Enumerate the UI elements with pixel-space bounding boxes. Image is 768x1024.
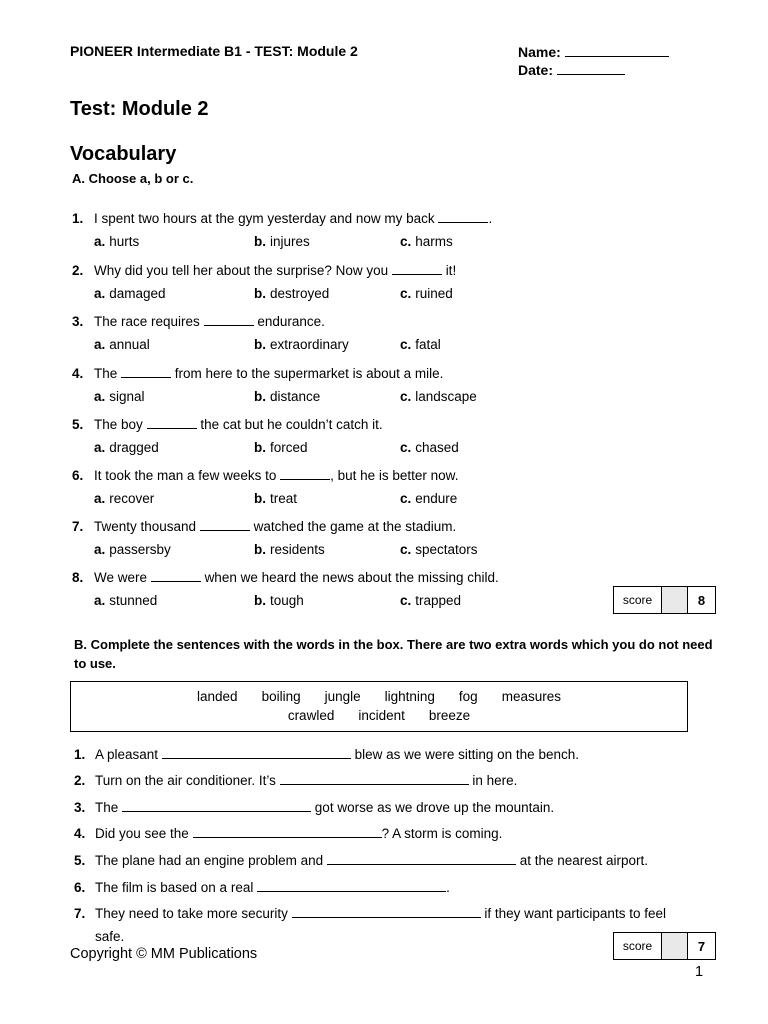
question-number: 4.	[72, 366, 84, 381]
option-letter: c.	[400, 389, 412, 404]
question-number: 6.	[72, 468, 84, 483]
sentence-text	[95, 773, 517, 788]
option-letter: c.	[400, 286, 412, 301]
option-text: extraordinary	[270, 337, 349, 352]
stem-after: from here to the supermarket is about a mile.	[174, 366, 444, 381]
score-total: 7	[697, 938, 706, 954]
score-total: 8	[697, 592, 706, 608]
answer-blank[interactable]	[122, 811, 311, 812]
sentence-text	[95, 800, 554, 815]
stem-before: I spent two hours at the gym yesterday and now my back	[94, 211, 435, 226]
stem-before: Why did you tell her about the surprise? Now you	[94, 263, 389, 278]
score-input[interactable]	[662, 587, 688, 613]
stem-after: .	[488, 211, 493, 226]
option-letter: b.	[254, 389, 266, 404]
word-fog: fog	[458, 689, 478, 704]
stem-before: We were	[94, 570, 148, 585]
sentence-text	[95, 880, 450, 895]
option-text: recover	[109, 491, 155, 506]
option-text: spectators	[415, 542, 478, 557]
option-letter: c.	[400, 593, 412, 608]
answer-blank[interactable]	[327, 864, 516, 865]
word-incident: incident	[358, 708, 405, 723]
question-stem	[94, 263, 456, 278]
copyright: Copyright © MM Publications	[70, 946, 258, 962]
answer-blank[interactable]	[257, 891, 446, 892]
sentence-continuation: safe.	[95, 929, 125, 944]
part-a-instruction: A. Choose a, b or c.	[72, 171, 194, 186]
sentence-number: 4.	[74, 826, 86, 841]
option-text: forced	[270, 440, 308, 455]
answer-blank[interactable]	[392, 274, 442, 275]
stem-before: The	[94, 366, 118, 381]
option-c[interactable]	[400, 440, 459, 455]
sentence-number: 5.	[74, 853, 86, 868]
option-text: hurts	[109, 234, 140, 249]
answer-blank[interactable]	[438, 222, 488, 223]
word-breeze: breeze	[428, 708, 471, 723]
answer-blank[interactable]	[280, 479, 330, 480]
sentence-before: The	[95, 800, 119, 815]
name-field[interactable]	[565, 56, 669, 57]
question-number: 3.	[72, 314, 84, 329]
sentence-before: Turn on the air conditioner. It’s	[95, 773, 276, 788]
section-title: Vocabulary	[70, 143, 177, 165]
option-text: trapped	[415, 593, 462, 608]
answer-blank[interactable]	[280, 784, 469, 785]
word-row-2	[71, 708, 687, 723]
question-number: 8.	[72, 570, 84, 585]
option-a[interactable]	[94, 491, 154, 506]
answer-blank[interactable]	[200, 530, 250, 531]
option-text: treat	[270, 491, 298, 506]
word-lightning: lightning	[384, 689, 435, 704]
option-letter: c.	[400, 440, 412, 455]
sentence-before: The film is based on a real	[95, 880, 254, 895]
option-text: endure	[415, 491, 458, 506]
date-line	[518, 61, 669, 79]
option-c[interactable]	[400, 234, 453, 249]
sentence-text	[95, 826, 502, 841]
option-letter: c.	[400, 542, 412, 557]
option-a[interactable]	[94, 389, 145, 404]
score-box-a	[613, 586, 716, 614]
word-box	[70, 681, 688, 732]
score-label: score	[614, 587, 662, 613]
question-stem	[94, 314, 325, 329]
answer-blank[interactable]	[292, 917, 481, 918]
part-b-instruction: B. Complete the sentences with the words in the box. There are two extra words which you do not need to use.	[74, 637, 713, 671]
option-letter: c.	[400, 234, 412, 249]
option-letter: a.	[94, 593, 106, 608]
option-a[interactable]	[94, 286, 166, 301]
option-letter: b.	[254, 286, 266, 301]
option-a[interactable]	[94, 542, 171, 557]
stem-before: It took the man a few weeks to	[94, 468, 277, 483]
option-text: ruined	[415, 286, 453, 301]
word-boiling: boiling	[261, 689, 301, 704]
question-stem	[94, 366, 443, 381]
option-letter: a.	[94, 542, 106, 557]
answer-blank[interactable]	[151, 581, 201, 582]
stem-after: the cat but he couldn’t catch it.	[200, 417, 383, 432]
sentence-number: 1.	[74, 747, 86, 762]
option-b[interactable]	[254, 337, 349, 352]
option-a[interactable]	[94, 337, 150, 352]
option-text: fatal	[415, 337, 441, 352]
stem-after: endurance.	[257, 314, 325, 329]
date-field[interactable]	[557, 74, 625, 75]
sentence-after: got worse as we drove up the mountain.	[314, 800, 555, 815]
option-letter: b.	[254, 440, 266, 455]
option-letter: c.	[400, 491, 412, 506]
name-label: Name:	[518, 44, 561, 60]
sentence-after: at the nearest airport.	[519, 853, 649, 868]
option-text: tough	[270, 593, 304, 608]
option-text: harms	[415, 234, 453, 249]
sentence-number: 3.	[74, 800, 86, 815]
course-title: PIONEER Intermediate B1 - TEST: Module 2	[70, 43, 358, 59]
sentence-before: Did you see the	[95, 826, 189, 841]
option-text: damaged	[109, 286, 166, 301]
question-number: 1.	[72, 211, 84, 226]
option-letter: b.	[254, 234, 266, 249]
score-box-b	[613, 932, 716, 960]
sentence-number: 2.	[74, 773, 86, 788]
stem-before: The race requires	[94, 314, 200, 329]
option-a[interactable]	[94, 593, 157, 608]
sentence-after: if they want participants to feel	[484, 906, 666, 921]
date-label: Date:	[518, 62, 554, 78]
option-b[interactable]	[254, 389, 320, 404]
option-c[interactable]	[400, 286, 453, 301]
option-letter: c.	[400, 337, 412, 352]
question-number: 5.	[72, 417, 84, 432]
sentence-before: They need to take more security	[95, 906, 288, 921]
option-letter: b.	[254, 542, 266, 557]
page-number: 1	[695, 964, 704, 980]
sentence-number: 7.	[74, 906, 86, 921]
question-stem	[94, 468, 458, 483]
option-text: chased	[415, 440, 459, 455]
option-a[interactable]	[94, 440, 159, 455]
name-line	[518, 43, 669, 61]
option-letter: b.	[254, 491, 266, 506]
option-c[interactable]	[400, 337, 441, 352]
score-label: score	[614, 933, 662, 959]
option-text: passersby	[109, 542, 171, 557]
option-text: distance	[270, 389, 321, 404]
sentence-before: A pleasant	[95, 747, 159, 762]
option-text: injures	[270, 234, 310, 249]
student-info	[518, 43, 669, 79]
word-landed: landed	[197, 689, 238, 704]
answer-blank[interactable]	[147, 428, 197, 429]
sentence-number: 6.	[74, 880, 86, 895]
option-text: stunned	[109, 593, 158, 608]
option-text: dragged	[109, 440, 159, 455]
sentence-text	[95, 853, 648, 868]
answer-blank[interactable]	[193, 837, 382, 838]
question-stem	[94, 417, 383, 432]
sentence-before: The plane had an engine problem and	[95, 853, 324, 868]
option-c[interactable]	[400, 491, 457, 506]
option-text: annual	[109, 337, 150, 352]
option-b[interactable]	[254, 286, 329, 301]
question-stem	[94, 570, 499, 585]
score-input[interactable]	[662, 933, 688, 959]
option-c[interactable]	[400, 389, 477, 404]
sentence-after: ? A storm is coming.	[381, 826, 503, 841]
option-letter: b.	[254, 337, 266, 352]
stem-before: The boy	[94, 417, 143, 432]
option-letter: a.	[94, 440, 106, 455]
option-b[interactable]	[254, 440, 308, 455]
option-letter: a.	[94, 337, 106, 352]
stem-after: , but he is better now.	[330, 468, 459, 483]
option-text: destroyed	[270, 286, 330, 301]
option-letter: b.	[254, 593, 266, 608]
answer-blank[interactable]	[204, 325, 254, 326]
stem-before: Twenty thousand	[94, 519, 197, 534]
option-letter: a.	[94, 286, 106, 301]
option-c[interactable]	[400, 593, 461, 608]
word-measures: measures	[501, 689, 561, 704]
question-stem	[94, 519, 456, 534]
option-letter: a.	[94, 389, 106, 404]
stem-after: watched the game at the stadium.	[253, 519, 457, 534]
question-number: 2.	[72, 263, 84, 278]
question-number: 7.	[72, 519, 84, 534]
page-title: Test: Module 2	[70, 98, 209, 120]
stem-after: it!	[445, 263, 457, 278]
option-text: residents	[270, 542, 325, 557]
sentence-text	[95, 747, 579, 762]
stem-after: when we heard the news about the missing child.	[204, 570, 499, 585]
word-jungle: jungle	[324, 689, 361, 704]
sentence-after: .	[446, 880, 450, 895]
question-stem	[94, 211, 492, 226]
sentence-text	[95, 906, 666, 921]
option-text: landscape	[415, 389, 477, 404]
option-b[interactable]	[254, 542, 325, 557]
answer-blank[interactable]	[162, 758, 351, 759]
sentence-after: blew as we were sitting on the bench.	[354, 747, 579, 762]
option-text: signal	[109, 389, 145, 404]
option-b[interactable]	[254, 234, 310, 249]
option-letter: a.	[94, 234, 106, 249]
word-crawled: crawled	[287, 708, 335, 723]
sentence-after: in here.	[472, 773, 518, 788]
answer-blank[interactable]	[121, 377, 171, 378]
option-c[interactable]	[400, 542, 478, 557]
word-row-1	[71, 689, 687, 704]
option-letter: a.	[94, 491, 106, 506]
option-b[interactable]	[254, 593, 304, 608]
option-b[interactable]	[254, 491, 297, 506]
option-a[interactable]	[94, 234, 139, 249]
